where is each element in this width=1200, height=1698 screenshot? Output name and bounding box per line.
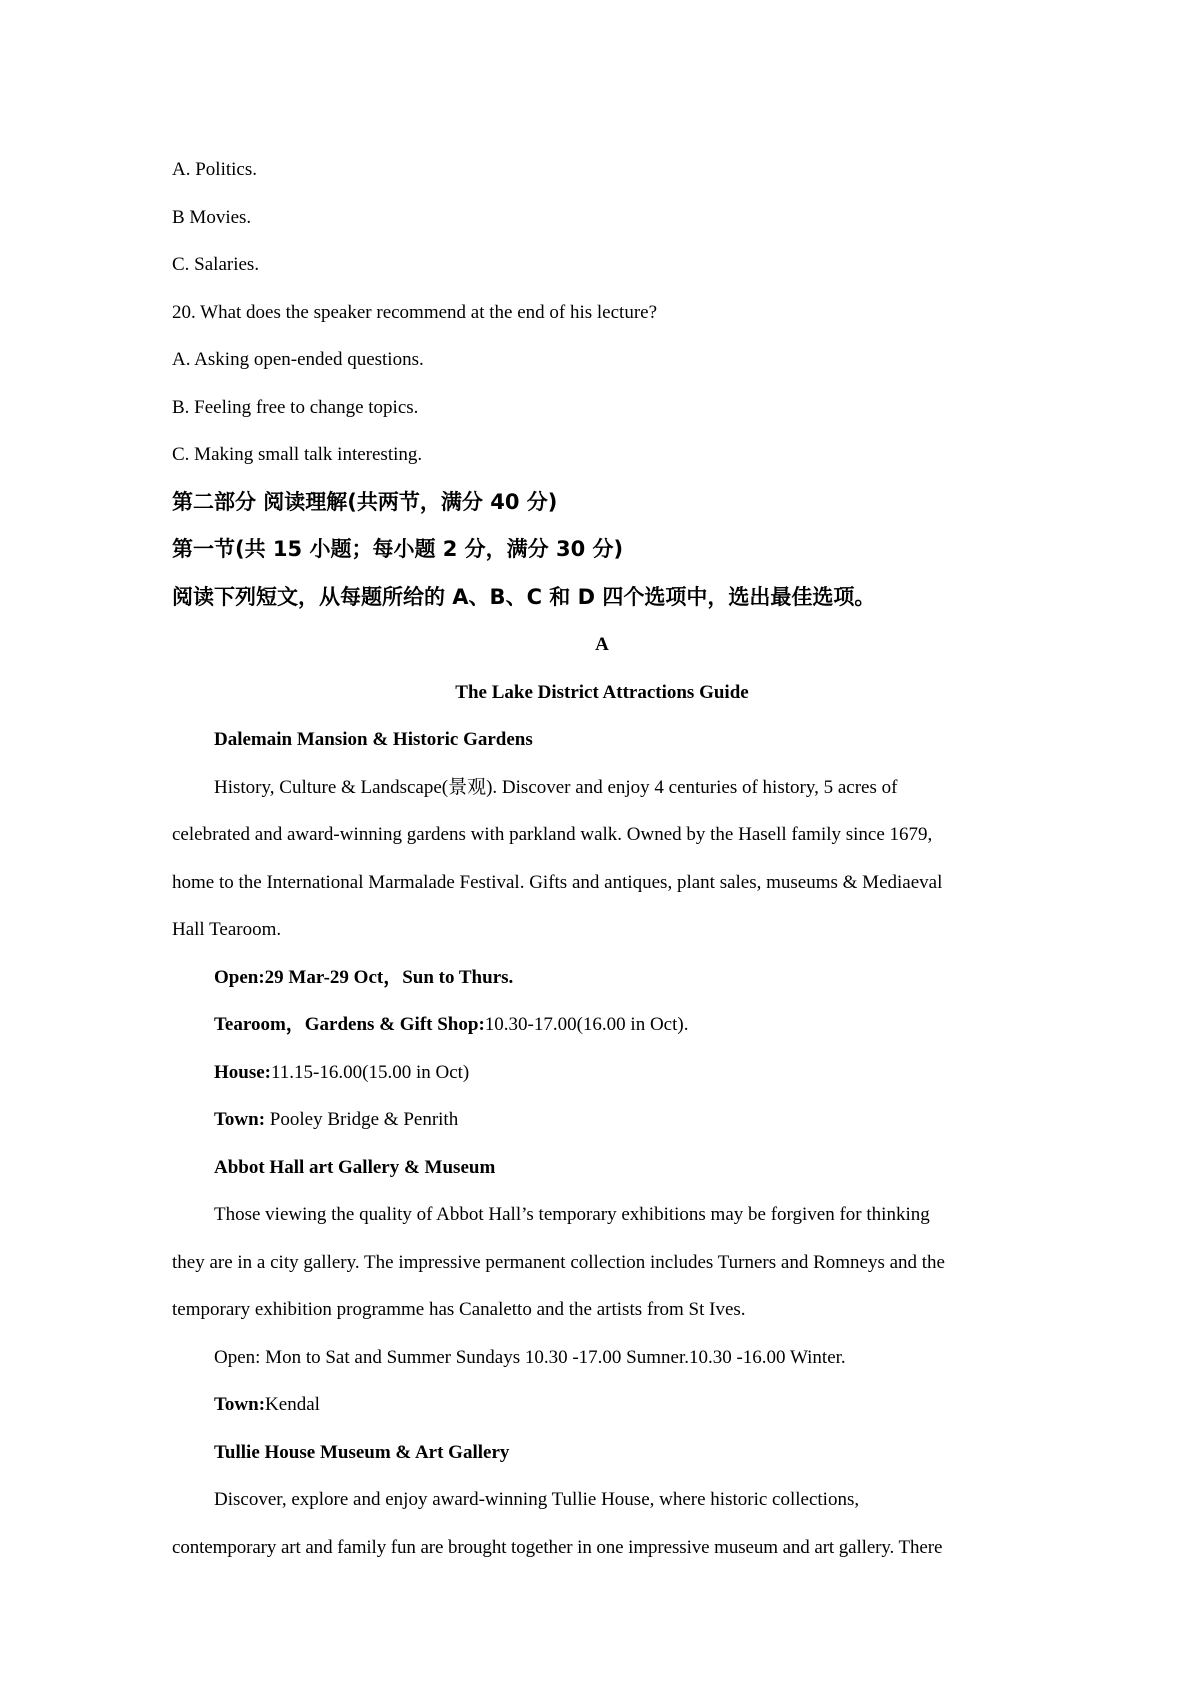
passage-title: The Lake District Attractions Guide xyxy=(455,681,749,703)
dalemain-body-line-2: celebrated and award-winning gardens with parkland walk. Owned by the Hasell family since 1679, xyxy=(172,824,933,845)
dalemain-house xyxy=(172,1049,1032,1097)
option-20a: A. Asking open-ended questions. xyxy=(172,349,424,370)
document-page xyxy=(172,146,1032,1571)
dalemain-tearoom-value: 10.30-17.00(16.00 in Oct). xyxy=(484,1014,689,1035)
passage-letter: A xyxy=(595,634,609,655)
option-20c: C. Making small talk interesting. xyxy=(172,444,423,465)
question-20: 20. What does the speaker recommend at the end of his lecture? xyxy=(172,301,658,323)
abbot-body-line-3: temporary exhibition programme has Canaletto and the artists from St Ives. xyxy=(172,1299,746,1320)
abbot-town-label: Town: xyxy=(214,1394,266,1415)
dalemain-town-label: Town: xyxy=(214,1109,266,1130)
dalemain-house-label: House: xyxy=(214,1061,271,1083)
abbot-town xyxy=(172,1381,1032,1429)
abbot-town-value: Kendal xyxy=(265,1394,320,1415)
dalemain-body-line-4: Hall Tearoom. xyxy=(172,919,282,940)
dalemain-town xyxy=(172,1096,1032,1144)
option-20b: B. Feeling free to change topics. xyxy=(172,396,419,418)
abbot-open: Open: Mon to Sat and Summer Sundays 10.30 -17.00 Sumner.10.30 -16.00 Winter. xyxy=(214,1346,846,1368)
option-19a: A. Politics. xyxy=(172,159,257,180)
reading-instruction: 阅读下列短文，从每题所给的 A、B、C 和 D 四个选项中，选出最佳选项。 xyxy=(172,584,876,609)
tullie-body-line-1: Discover, explore and enjoy award-winning Tullie House, where historic collections, xyxy=(214,1489,860,1510)
dalemain-heading: Dalemain Mansion & Historic Gardens xyxy=(214,729,533,750)
tullie-body-line-2: contemporary art and family fun are brought together in one impressive museum and art gallery. There xyxy=(172,1536,943,1558)
dalemain-open: Open:29 Mar-29 Oct，Sun to Thurs. xyxy=(214,966,514,988)
abbot-body-line-2: they are in a city gallery. The impressive permanent collection includes Turners and Romneys and the xyxy=(172,1251,945,1273)
part2-header: 第二部分 阅读理解(共两节，满分 40 分) xyxy=(172,489,558,514)
dalemain-tearoom xyxy=(172,1001,1032,1049)
section1-header: 第一节(共 15 小题；每小题 2 分，满分 30 分) xyxy=(172,537,624,561)
dalemain-body-line-3: home to the International Marmalade Festival. Gifts and antiques, plant sales, museums & Mediaeval xyxy=(172,871,943,893)
tullie-heading: Tullie House Museum & Art Gallery xyxy=(214,1441,510,1463)
dalemain-body-line-1: History, Culture & Landscape(景观). Discover and enjoy 4 centuries of history, 5 acres of xyxy=(214,776,898,798)
option-19b: B Movies. xyxy=(172,206,252,228)
dalemain-house-value: 11.15-16.00(15.00 in Oct) xyxy=(271,1061,470,1083)
option-19c: C. Salaries. xyxy=(172,254,260,275)
dalemain-tearoom-label: Tearoom，Gardens & Gift Shop: xyxy=(214,1014,485,1035)
abbot-heading: Abbot Hall art Gallery & Museum xyxy=(214,1156,496,1178)
abbot-body-line-1: Those viewing the quality of Abbot Hall’s temporary exhibitions may be forgiven for thinking xyxy=(214,1204,930,1225)
dalemain-town-value: Pooley Bridge & Penrith xyxy=(265,1109,459,1130)
